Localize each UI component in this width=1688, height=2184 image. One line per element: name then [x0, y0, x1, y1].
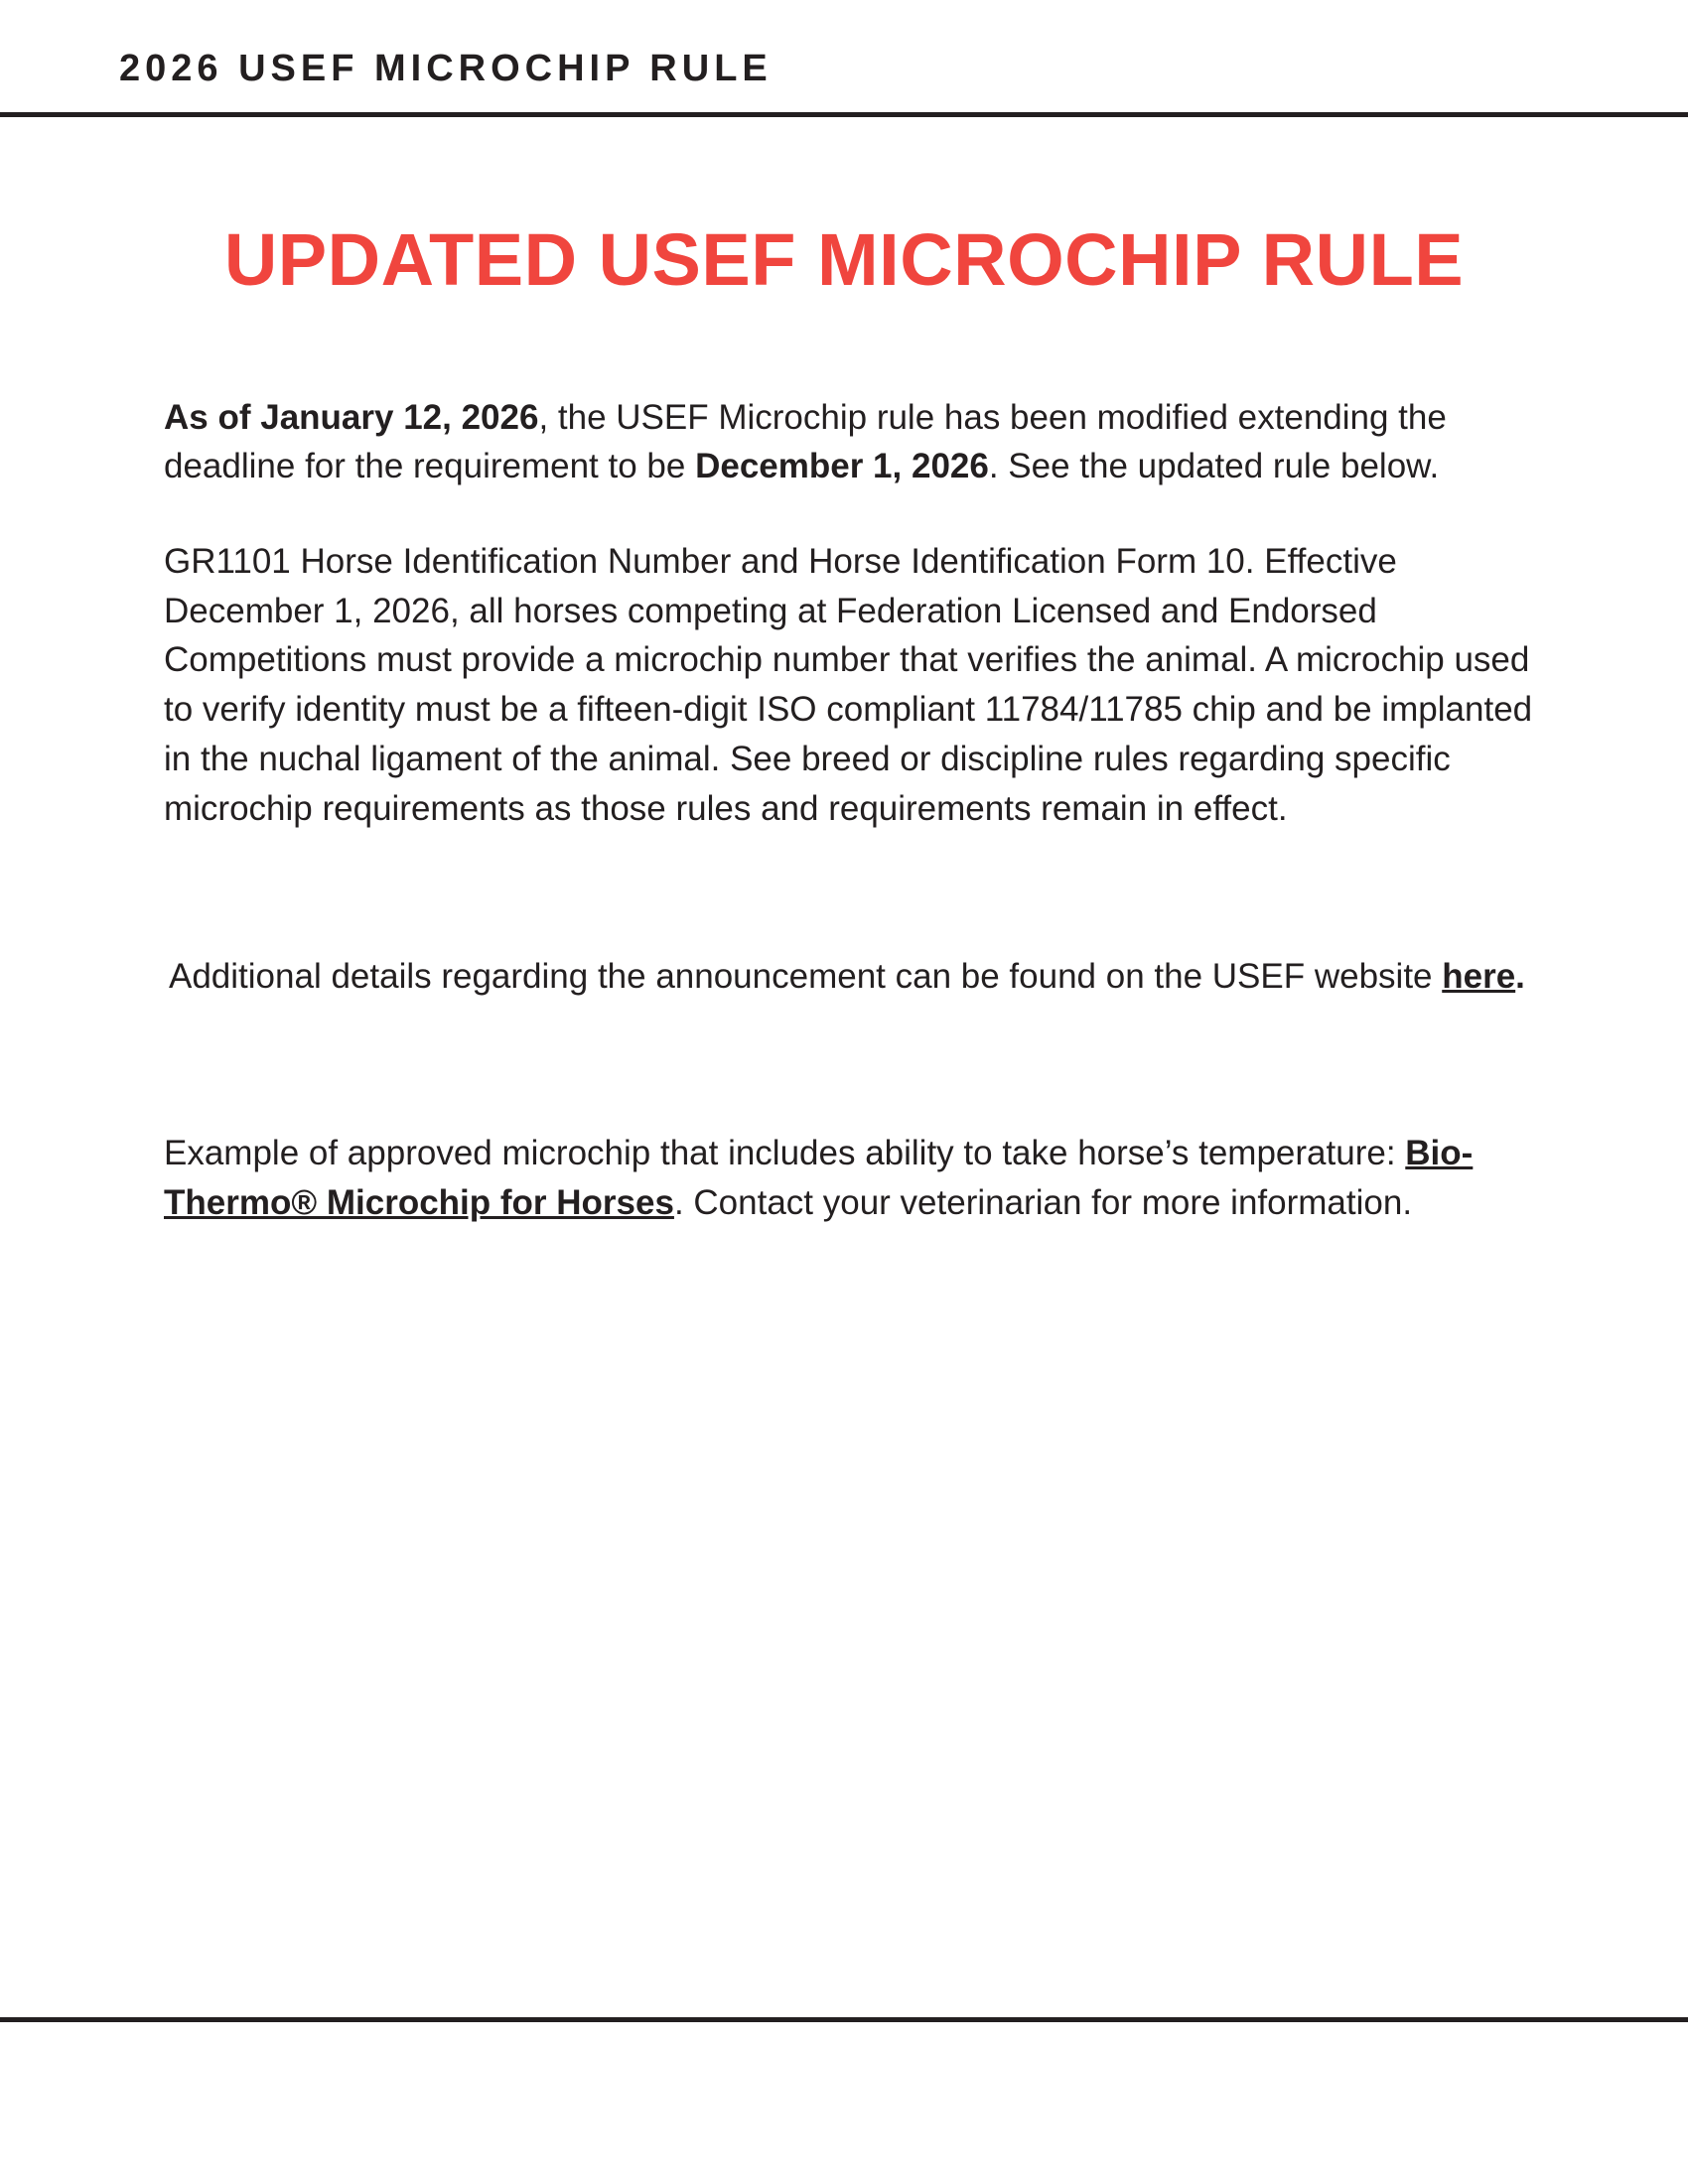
page-header-title: 2026 USEF MICROCHIP RULE	[119, 48, 773, 89]
lead-bold-date: As of January 12, 2026	[164, 397, 539, 437]
additional-details-tail: .	[1515, 957, 1525, 997]
paragraph-deadline-update	[164, 393, 1549, 491]
additional-details-text: Additional details regarding the announcement can be found on the USEF website	[169, 957, 1443, 997]
microchip-example-text: Example of approved microchip that includes ability to take horse’s temperature:	[164, 1133, 1406, 1172]
paragraph-1-tail: . See the updated rule below.	[988, 447, 1440, 486]
header-divider	[0, 112, 1688, 117]
bio-thermo-microchip-link[interactable]: Bio-Thermo® Microchip for Horses	[164, 1133, 1474, 1222]
usef-website-link[interactable]: here	[1442, 957, 1516, 997]
paragraph-rule-text: GR1101 Horse Identification Number and Horse Identification Form 10. Effective December 1, 2026, all horses competing at Federation Licensed and Endorsed Competitions must provide a microchip number that verifies the animal. A microchip used to verify identity must be a fifteen-digit ISO compliant 11784/11785 chip and be implanted in the nuchal ligament of the animal. See breed or discipline rules regarding specific microchip requirements as those rules and requirements remain in effect.	[164, 542, 1533, 828]
paragraph-additional-details	[169, 952, 1549, 1002]
microchip-example-tail: . Contact your veterinarian for more information.	[673, 1182, 1413, 1222]
deadline-bold-date: December 1, 2026	[695, 447, 989, 486]
footer-divider	[0, 2017, 1688, 2022]
page-title: UPDATED USEF MICROCHIP RULE	[223, 218, 1465, 301]
paragraph-1-mid: , the USEF Microchip rule has been modified extending the deadline for the requirement to be	[164, 397, 1447, 486]
paragraph-microchip-example	[164, 1129, 1549, 1227]
